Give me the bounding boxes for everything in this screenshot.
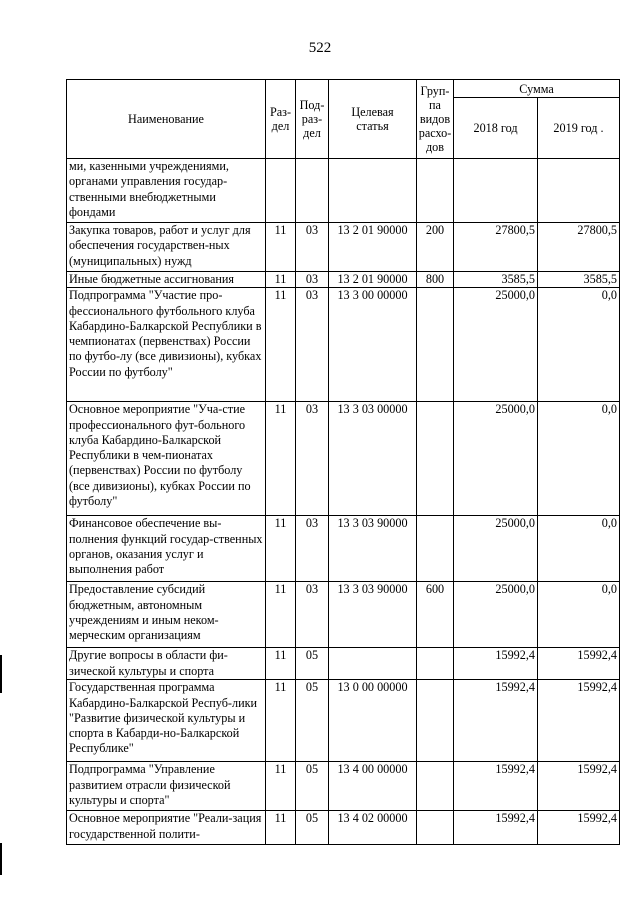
header-year-2018: 2018 год [454, 98, 538, 159]
row-podrazdel: 03 [296, 582, 329, 648]
row-target: 13 3 03 00000 [329, 402, 417, 516]
row-target: 13 4 00 00000 [329, 762, 417, 811]
row-amount-2018: 25000,0 [454, 288, 538, 402]
row-name: Иные бюджетные ассигнования [67, 272, 266, 288]
row-group: 800 [417, 272, 454, 288]
header-year-2019: 2019 год . [538, 98, 620, 159]
row-razdel: 11 [266, 680, 296, 762]
row-amount-2019: 15992,4 [538, 811, 620, 845]
row-amount-2019: 27800,5 [538, 223, 620, 272]
row-razdel: 11 [266, 582, 296, 648]
table-row [67, 811, 620, 845]
table-row [67, 288, 620, 402]
row-amount-2019 [538, 159, 620, 223]
row-name: Закупка товаров, работ и услуг для обеспечения государствен-ных (муниципальных) нужд [67, 223, 266, 272]
row-name: Другие вопросы в области фи-зической культуры и спорта [67, 648, 266, 680]
table-row [67, 762, 620, 811]
row-group [417, 288, 454, 402]
table-row [67, 159, 620, 223]
row-podrazdel: 03 [296, 272, 329, 288]
table-body [67, 159, 620, 845]
row-group [417, 648, 454, 680]
row-amount-2019: 3585,5 [538, 272, 620, 288]
row-amount-2018: 15992,4 [454, 648, 538, 680]
table-row [67, 582, 620, 648]
row-name: Предоставление субсидий бюджетным, автономным учреждениям и иным неком-мерческим организациям [67, 582, 266, 648]
row-amount-2019: 0,0 [538, 402, 620, 516]
table-row [67, 223, 620, 272]
row-amount-2019: 0,0 [538, 582, 620, 648]
budget-table [66, 79, 620, 845]
row-amount-2019: 0,0 [538, 288, 620, 402]
row-razdel: 11 [266, 272, 296, 288]
row-podrazdel: 05 [296, 811, 329, 845]
row-target [329, 648, 417, 680]
row-group [417, 762, 454, 811]
header-sum: Сумма [454, 80, 620, 98]
row-group [417, 516, 454, 582]
row-podrazdel [296, 159, 329, 223]
table-header [67, 80, 620, 159]
header-razdel: Раз- дел [266, 80, 296, 159]
page-number: 522 [308, 40, 332, 56]
row-amount-2018: 15992,4 [454, 811, 538, 845]
row-razdel: 11 [266, 648, 296, 680]
row-podrazdel: 03 [296, 516, 329, 582]
row-amount-2018: 25000,0 [454, 582, 538, 648]
row-name: Финансовое обеспечение вы-полнения функций государ-ственных органов, оказания услуг и выполнения работ [67, 516, 266, 582]
row-razdel: 11 [266, 516, 296, 582]
row-podrazdel: 03 [296, 288, 329, 402]
row-target: 13 2 01 90000 [329, 223, 417, 272]
row-target: 13 2 01 90000 [329, 272, 417, 288]
row-name: Подпрограмма "Участие про-фессионального футбольного клуба Кабардино-Балкарской Республики в чемпионатах (первенствах) России по футбо-лу (все дивизионы), кубках России по футболу" [67, 288, 266, 402]
row-target: 13 4 02 00000 [329, 811, 417, 845]
row-name: Подпрограмма "Управление развитием отрасли физической культуры и спорта" [67, 762, 266, 811]
row-amount-2019: 15992,4 [538, 762, 620, 811]
row-group [417, 402, 454, 516]
row-amount-2019: 0,0 [538, 516, 620, 582]
row-target: 13 3 03 90000 [329, 516, 417, 582]
row-group [417, 159, 454, 223]
row-amount-2018: 3585,5 [454, 272, 538, 288]
table-row [67, 402, 620, 516]
header-name: Наименование [67, 80, 266, 159]
row-razdel: 11 [266, 762, 296, 811]
row-amount-2018: 15992,4 [454, 680, 538, 762]
row-amount-2018: 25000,0 [454, 516, 538, 582]
row-name: Государственная программа Кабардино-Балкарской Респуб-лики "Развитие физической культуры и спорта в Кабарди-но-Балкарской Республике" [67, 680, 266, 762]
row-razdel: 11 [266, 288, 296, 402]
header-podrazdel: Под- раз- дел [296, 80, 329, 159]
table-row [67, 648, 620, 680]
row-podrazdel: 03 [296, 402, 329, 516]
row-amount-2018: 25000,0 [454, 402, 538, 516]
row-name: Основное мероприятие "Уча-стие профессионального фут-больного клуба Кабардино-Балкарской Республики в чем-пионатах (первенствах) России по футболу (все дивизионы), кубках России по футболу" [67, 402, 266, 516]
header-target: Целевая статья [329, 80, 417, 159]
row-amount-2019: 15992,4 [538, 648, 620, 680]
row-group: 600 [417, 582, 454, 648]
table-row [67, 680, 620, 762]
row-amount-2018: 27800,5 [454, 223, 538, 272]
row-target: 13 3 00 00000 [329, 288, 417, 402]
row-razdel [266, 159, 296, 223]
table-row [67, 516, 620, 582]
row-podrazdel: 05 [296, 648, 329, 680]
row-razdel: 11 [266, 811, 296, 845]
scan-edge-mark [0, 655, 2, 693]
row-target: 13 3 03 90000 [329, 582, 417, 648]
row-podrazdel: 05 [296, 680, 329, 762]
row-name: Основное мероприятие "Реали-зация государственной полити- [67, 811, 266, 845]
row-amount-2018: 15992,4 [454, 762, 538, 811]
row-razdel: 11 [266, 402, 296, 516]
row-name: ми, казенными учреждениями, органами управления государ-ственными внебюджетными фондами [67, 159, 266, 223]
row-podrazdel: 03 [296, 223, 329, 272]
row-amount-2019: 15992,4 [538, 680, 620, 762]
row-target: 13 0 00 00000 [329, 680, 417, 762]
row-podrazdel: 05 [296, 762, 329, 811]
row-amount-2018 [454, 159, 538, 223]
row-group [417, 680, 454, 762]
table-row [67, 272, 620, 288]
row-razdel: 11 [266, 223, 296, 272]
scan-edge-mark [0, 843, 2, 875]
header-group: Груп- па видов расхо- дов [417, 80, 454, 159]
row-group [417, 811, 454, 845]
row-target [329, 159, 417, 223]
row-group: 200 [417, 223, 454, 272]
